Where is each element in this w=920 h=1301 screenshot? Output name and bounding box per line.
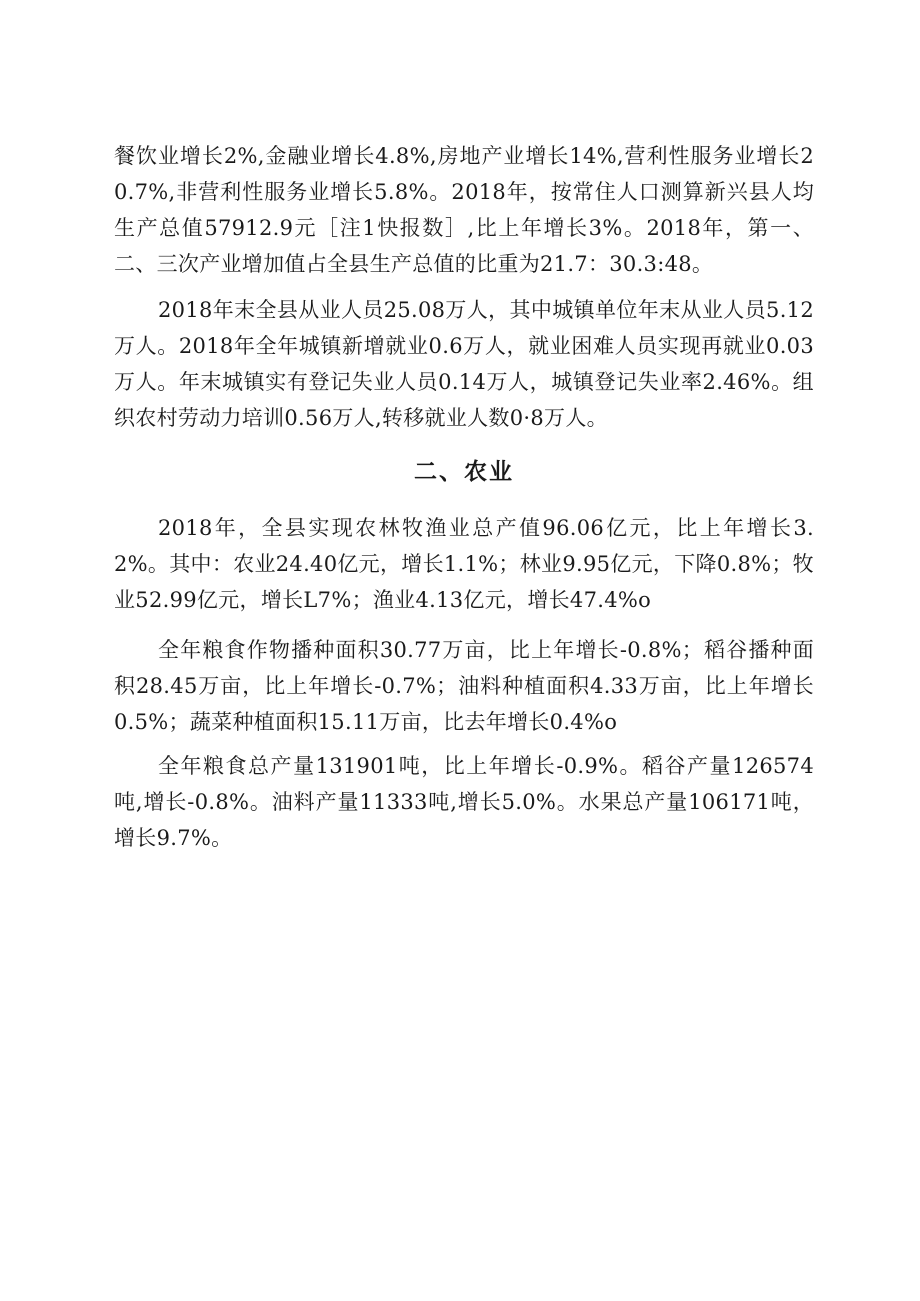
paragraph-economy-continued: 餐饮业增长2%,金融业增长4.8%,房地产业增长14%,营利性服务业增长20.7%,非营利性服务业增长5.8%。2018年，按常住人口测算新兴县人均生产总值57912.9元［注1快报数］,比上年增长3%。2018年，第一、二、三次产业增加值占全县生产总值的比重为21.7：30.3:48。 — [114, 144, 814, 276]
paragraph-agriculture-output: 2018年，全县实现农林牧渔业总产值96.06亿元，比上年增长3.2%。其中：农业24.40亿元，增长1.1%；林业9.95亿元，下降0.8%；牧业52.99亿元，增长L7%；渔业4.13亿元，增长47.4%o — [114, 516, 814, 612]
document-body — [114, 138, 814, 856]
paragraph-employment: 2018年末全县从业人员25.08万人，其中城镇单位年末从业人员5.12万人。2018年全年城镇新增就业0.6万人，就业困难人员实现再就业0.03万人。年末城镇实有登记失业人员0.14万人，城镇登记失业率2.46%。组织农村劳动力培训0.56万人,转移就业人数0·8万人。 — [114, 298, 814, 430]
section-heading-agriculture: 二、农业 — [414, 459, 514, 485]
paragraph-grain-output: 全年粮食总产量131901吨，比上年增长-0.9%。稻谷产量126574吨,增长-0.8%。油料产量11333吨,增长5.0%。水果总产量106171吨，增长9.7%。 — [114, 754, 814, 850]
paragraph-planting-area: 全年粮食作物播种面积30.77万亩，比上年增长-0.8%；稻谷播种面积28.45万亩，比上年增长-0.7%；油料种植面积4.33万亩，比上年增长0.5%；蔬菜种植面积15.11万亩，比去年增长0.4%o — [114, 638, 814, 734]
